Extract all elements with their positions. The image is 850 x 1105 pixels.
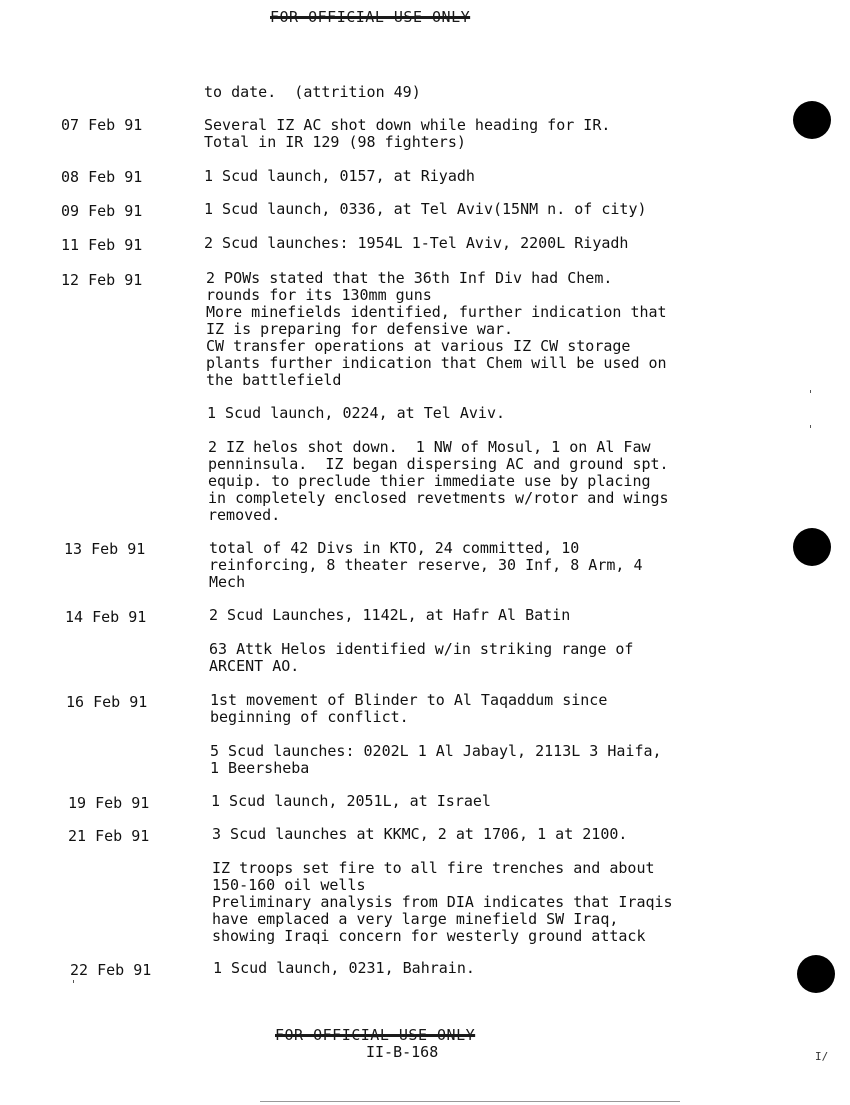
entry-text: 1 Scud launch, 2051L, at Israel: [211, 792, 491, 810]
entry-text: 1 Scud launch, 0231, Bahrain.: [213, 959, 475, 977]
scan-speck: [810, 425, 811, 428]
scan-edge-line: [260, 1101, 680, 1102]
entry-text: 5 Scud launches: 0202L 1 Al Jabayl, 2113L 3 Haifa, 1 Beersheba: [210, 742, 662, 777]
scan-speck: [810, 390, 811, 393]
entry-text: 3 Scud launches at KKMC, 2 at 1706, 1 at 2100.: [212, 825, 628, 843]
entry-date: 21 Feb 91: [68, 827, 150, 845]
entry-date: 14 Feb 91: [65, 608, 147, 626]
entry-date: 13 Feb 91: [64, 540, 146, 558]
entry-date: 09 Feb 91: [61, 202, 143, 220]
header-classification-marking: FOR OFFICIAL USE ONLY: [270, 8, 471, 26]
entry-text: 2 Scud launches: 1954L 1-Tel Aviv, 2200L Riyadh: [204, 234, 629, 252]
entry-text: 1 Scud launch, 0336, at Tel Aviv(15NM n. of city): [204, 200, 647, 218]
entry-text: Several IZ AC shot down while heading for IR. Total in IR 129 (98 fighters): [204, 116, 611, 151]
entry-date: 22 Feb 91: [70, 961, 152, 979]
entry-text: 2 POWs stated that the 36th Inf Div had Chem. rounds for its 130mm guns More minefields identified, further indication that IZ is preparing for defensive war. CW transfer operations at various IZ CW storage plants further indication that Chem will be used on the battlefield: [206, 269, 667, 389]
entry-text: 2 IZ helos shot down. 1 NW of Mosul, 1 on Al Faw penninsula. IZ began dispersing AC and ground spt. equip. to preclude thier immediate use by placing in completely enclosed revetments w/rotor and wings removed.: [208, 438, 669, 524]
footer-classification-marking: FOR OFFICIAL USE ONLY: [275, 1026, 476, 1044]
entry-date: 11 Feb 91: [61, 236, 143, 254]
entry-text: to date. (attrition 49): [204, 83, 421, 101]
entry-date: 07 Feb 91: [61, 116, 143, 134]
entry-text: 63 Attk Helos identified w/in striking range of ARCENT AO.: [209, 640, 634, 675]
entry-text: 1st movement of Blinder to Al Taqaddum since beginning of conflict.: [210, 691, 608, 726]
entry-date: 19 Feb 91: [68, 794, 150, 812]
entry-date: 12 Feb 91: [61, 271, 143, 289]
entry-text: 1 Scud launch, 0224, at Tel Aviv.: [207, 404, 506, 422]
entry-text: IZ troops set fire to all fire trenches and about 150-160 oil wells Preliminary analysis from DIA indicates that Iraqis have emplaced a very large minefield SW Iraq, showing Iraqi concern for westerly ground attack: [212, 859, 673, 945]
scan-speck: [73, 980, 74, 983]
handwritten-mark: I/: [815, 1050, 829, 1063]
entry-text: 2 Scud Launches, 1142L, at Hafr Al Batin: [209, 606, 571, 624]
entry-date: 08 Feb 91: [61, 168, 143, 186]
punch-hole: [797, 955, 835, 993]
punch-hole: [793, 528, 831, 566]
entry-text: total of 42 Divs in KTO, 24 committed, 10 reinforcing, 8 theater reserve, 30 Inf, 8 Arm, 4 Mech: [209, 539, 643, 591]
entry-date: 16 Feb 91: [66, 693, 148, 711]
punch-hole: [793, 101, 831, 139]
page-number: II-B-168: [366, 1043, 439, 1061]
entry-text: 1 Scud launch, 0157, at Riyadh: [204, 167, 475, 185]
